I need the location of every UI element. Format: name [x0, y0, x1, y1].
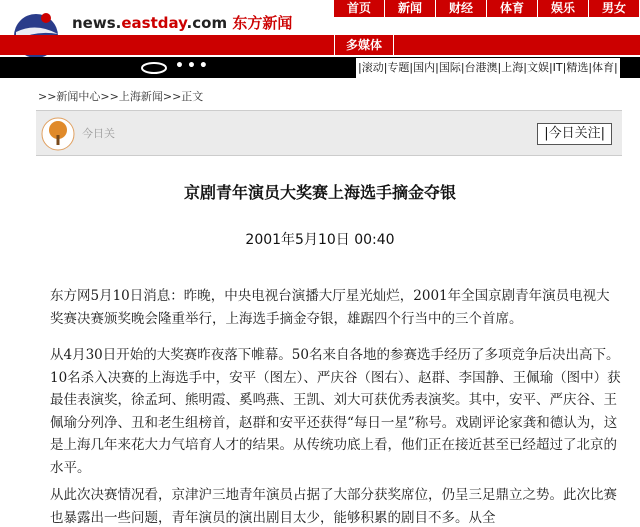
breadcrumb[interactable]: >>新闻中心>>上海新闻>>正文: [38, 90, 204, 103]
swoosh-icon: [140, 60, 168, 75]
top-navigation: [334, 0, 640, 17]
today-label: 今日关: [82, 127, 115, 140]
article-date: 2001年5月10日 00:40: [245, 232, 395, 248]
nav-news[interactable]: 新闻: [385, 0, 436, 17]
nav-finance[interactable]: 财经: [436, 0, 487, 17]
nav-lifestyle[interactable]: 男女: [589, 0, 640, 17]
today-attention-button[interactable]: |今日关注|: [537, 123, 612, 145]
site-header: [0, 0, 640, 78]
dots-icon: •••: [175, 58, 211, 74]
article-paragraph: 从此次决赛情况看，京津沪三地青年演员占据了大部分获奖席位，仍呈三足鼎立之势。此次比赛也暴露出一些问题，青年演员的演出剧目太少，能够积累的剧目不多。从全: [50, 487, 617, 526]
nav-home[interactable]: 首页: [334, 0, 385, 17]
eastday-logo-icon[interactable]: [6, 4, 66, 64]
nav-multimedia[interactable]: 多媒体: [334, 35, 394, 55]
tree-logo-icon: [41, 117, 75, 151]
red-banner: [0, 35, 640, 55]
nav-entertainment[interactable]: 娱乐: [538, 0, 589, 17]
site-name[interactable]: news.eastday.com 东方新闻: [72, 14, 293, 32]
nav-sports[interactable]: 体育: [487, 0, 538, 17]
article-paragraph: 从4月30日开始的大奖赛昨夜落下帷幕。50名来自各地的参赛选手经历了多项竞争后决出高下。10名杀入决赛的上海选手中，安平（图左）、严庆谷（图右）、赵群、李国静、王佩瑜（图中）获最佳表演奖，徐孟珂、熊明霞、奚鸣燕、王凯、刘大可获优秀表演奖。其中，安平、严庆谷、王佩瑜分列净、丑和老生组榜首，赵群和安平还获得“每日一星”称号。戏剧评论家龚和德认为，这是上海几年来花大力气培育人才的结果。从传统功底上看，他们正在接近甚至已经超过了北京的水平。: [50, 347, 621, 476]
article-title: 京剧青年演员大奖赛上海选手摘金夺银: [183, 183, 456, 202]
channel-links[interactable]: |滚动|专题|国内|国际|台港澳|上海|文娱|IT|精选|体育|: [356, 58, 620, 78]
today-attention-band: [36, 110, 622, 156]
article-paragraph: 东方网5月10日消息：昨晚，中央电视台演播大厅星光灿烂，2001年全国京剧青年演员电视大奖赛决赛颁奖晚会隆重举行，上海选手摘金夺银，雄踞四个行当中的三个首席。: [50, 288, 610, 327]
